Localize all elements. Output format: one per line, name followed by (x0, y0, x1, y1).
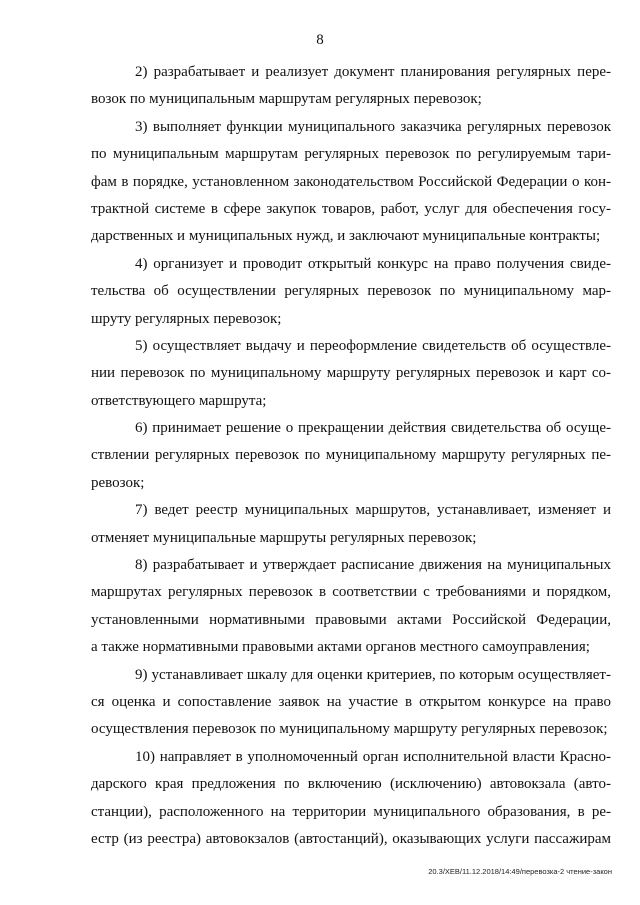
paragraph-item-4 (91, 251, 611, 333)
text-line: дарского края предложения по включению (исключению) автовокзала (авто- (91, 776, 611, 793)
text-line: 8) разрабатывает и утверждает расписание движения на муниципальных (135, 557, 611, 574)
text-line: 4) организует и проводит открытый конкурс на право получения свиде- (135, 255, 611, 272)
text-line: 10) направляет в уполномоченный орган исполнительной власти Красно- (135, 748, 611, 765)
text-line: 9) устанавливает шкалу для оценки критериев, по которым осуществляет- (135, 666, 611, 683)
page-number: 8 (316, 32, 324, 48)
text-line: отменяет муниципальные маршруты регулярных перевозок; (91, 529, 477, 546)
paragraph-item-7 (91, 497, 611, 552)
text-line: тельства об осуществлении регулярных перевозок по муниципальному мар- (91, 283, 611, 300)
text-line: 6) принимает решение о прекращении действия свидетельства об осуще- (135, 420, 611, 437)
text-line: 7) ведет реестр муниципальных маршрутов, устанавливает, изменяет и (135, 502, 611, 519)
text-line: 3) выполняет функции муниципального заказчика регулярных перевозок (135, 118, 611, 135)
text-line: а также нормативными правовыми актами органов местного самоуправления; (91, 639, 590, 656)
text-line: маршрутах регулярных перевозок в соответствии с требованиями и порядком, (91, 584, 611, 601)
footer-file-reference: 20.3/ХЕВ/11.12.2018/14:49/перевозка-2 чтение-закон (428, 867, 612, 876)
text-line: станции), расположенного на территории муниципального образования, в ре- (91, 803, 611, 820)
paragraph-item-10 (91, 744, 611, 854)
text-line: 2) разрабатывает и реализует документ планирования регулярных пере- (135, 64, 611, 80)
text-line: ревозок; (91, 474, 145, 491)
text-line: ся оценка и сопоставление заявок на участие в открытом конкурсе на право (91, 693, 611, 710)
paragraph-item-2 (91, 59, 611, 114)
paragraph-item-8 (91, 552, 611, 662)
paragraph-item-9 (91, 662, 611, 744)
text-line: ствлении регулярных перевозок по муниципальному маршруту регулярных пе- (91, 447, 611, 464)
text-line: ответствующего маршрута; (91, 392, 267, 409)
text-line: шруту регулярных перевозок; (91, 310, 282, 327)
text-line: нии перевозок по муниципальному маршруту регулярных перевозок и карт со- (91, 365, 611, 382)
text-line: осуществления перевозок по муниципальному маршруту регулярных перевозок; (91, 721, 608, 738)
paragraph-item-5 (91, 333, 611, 415)
text-line: дарственных и муниципальных нужд, и заключают муниципальные контракты; (91, 228, 601, 245)
text-line: фам в порядке, установленном законодательством Российской Федерации о кон- (91, 173, 611, 190)
text-line: трактной системе в сфере закупок товаров, работ, услуг для обеспечения госу- (91, 200, 611, 217)
text-line: установленными нормативными правовыми актами Российской Федерации, (91, 611, 611, 628)
paragraph-item-3 (91, 114, 611, 251)
text-line: по муниципальным маршрутам регулярных перевозок по регулируемым тари- (91, 146, 611, 163)
text-line: 5) осуществляет выдачу и переоформление свидетельств об осуществле- (135, 337, 611, 354)
paragraph-item-6 (91, 415, 611, 497)
text-line: возок по муниципальным маршрутам регулярных перевозок; (91, 91, 482, 108)
text-line: естр (из реестра) автовокзалов (автостанций), оказывающих услуги пассажирам (91, 830, 611, 847)
document-body (91, 59, 611, 853)
